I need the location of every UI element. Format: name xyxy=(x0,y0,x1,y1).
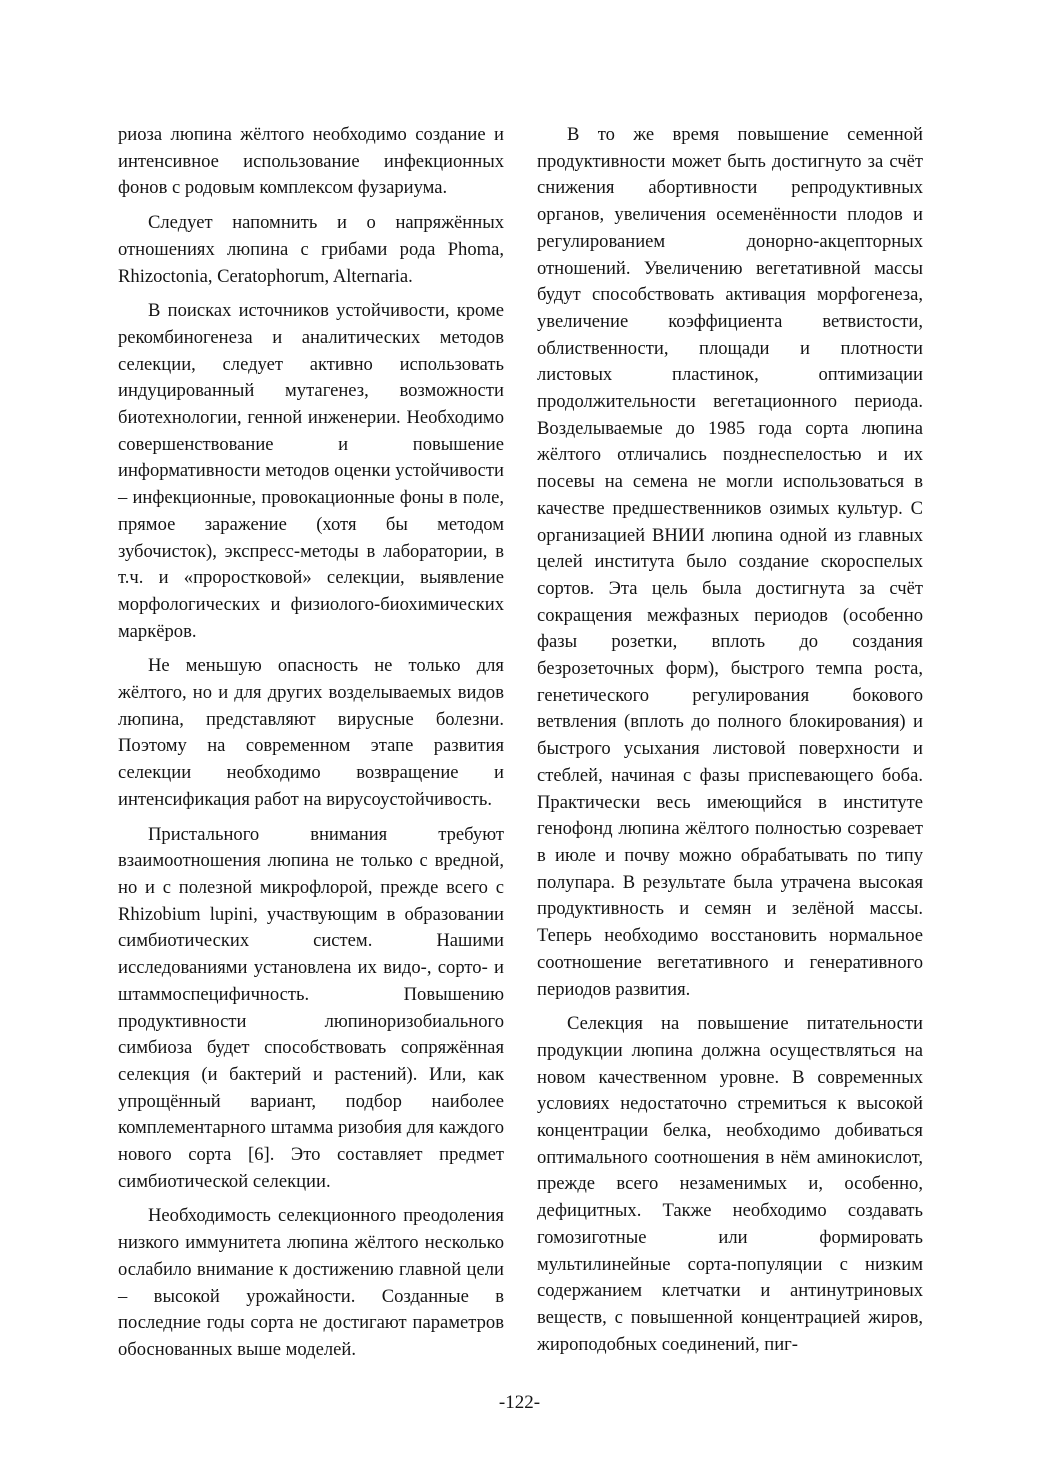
right-column xyxy=(537,122,923,1358)
page-number: -122- xyxy=(498,1392,541,1413)
paragraph: В то же время повышение семенной продуктивности может быть достигнуто за счёт снижения абортивности репродуктивных органов, увеличения осеменённости плодов и регулированием донорно-акцепторных отношений. Увеличению вегетативной массы будут способствовать активация морфогенеза, увеличение коэффициента ветвистости, облиственности, площади и плотности листовых пластинок, оптимизации продолжительности вегетационного периода. Возделываемые до 1985 года сорта люпина жёлтого отличались позднеспелостью и их посевы на семена не могли использоваться в качестве предшественников озимых культур. С организацией ВНИИ люпина одной из главных целей института было создание скороспелых сортов. Эта цель была достигнута за счёт сокращения межфазных периодов (особенно фазы розетки, вплоть до создания безрозеточных форм), быстрого темпа роста, генетического регулирования бокового ветвления (вплоть до полного блокирования) и быстрого усыхания листовой поверхности и стеблей, начиная с фазы приспевающего боба. Практически весь имеющийся в институте генофонд люпина жёлтого полностью созревает в июле и почву можно обрабатывать по типу полупара. В результате была утрачена высокая продуктивность и семян и зелёной массы. Теперь необходимо восстановить нормальное соотношение вегетативного и генеративного периодов развития. xyxy=(537,124,923,1000)
paragraph: В поисках источников устойчивости, кроме рекомбиногенеза и аналитических методов селекции, следует активно использовать индуцированный мутагенез, возможности биотехнологии, генной инженерии. Необходимо совершенствование и повышение информативности методов оценки устойчивости – инфекционные, провокационные фоны в поле, прямое заражение (хотя бы методом зубочисток), экспресс-методы в лаборатории, в т.ч. и «проростковой» селекции, выявление морфологических и физиолого-биохимических маркёров. xyxy=(118,300,504,642)
paragraph: Следует напомнить и о напряжённых отношениях люпина с грибами рода Phoma, Rhizoctonia, Ceratophorum, Alternaria. xyxy=(118,212,504,287)
paragraph: риоза люпина жёлтого необходимо создание и интенсивное использование инфекционных фонов с родовым комплексом фузариума. xyxy=(118,124,504,199)
left-column xyxy=(118,122,504,1364)
paragraph: Селекция на повышение питательности продукции люпина должна осуществляться на новом качественном уровне. В современных условиях недостаточно стремиться к высокой концентрации белка, необходимо добиваться оптимального соотношения в нём аминокислот, прежде всего незаменимых и, особенно, дефицитных. Также необходимо создавать гомозиготные или формировать мультилинейные сорта-популяции с низким содержанием клетчатки и антинутриновых веществ, с повышенной концентрацией жиров, жироподобных соединений, пиг- xyxy=(537,1013,923,1355)
paragraph: Пристального внимания требуют взаимоотношения люпина не только с вредной, но и с полезной микрофлорой, прежде всего с Rhizobium lupini, участвующим в образовании симбиотических систем. Нашими исследованиями установлена их видо-, сорто- и штаммоспецифичность. Повышению продуктивности люпиноризобиального симбиоза будет способствовать сопряжённая селекция (и бактерий и растений). Или, как упрощённый вариант, подбор наиболее комплементарного штамма ризобия для каждого нового сорта [6]. Это составляет предмет симбиотической селекции. xyxy=(118,823,504,1192)
paragraph: Необходимость селекционного преодоления низкого иммунитета люпина жёлтого несколько ослабило внимание к достижению главной цели – высокой урожайности. Созданные в последние годы сорта не достигают параметров обоснованных выше моделей. xyxy=(118,1205,504,1360)
paragraph: Не меньшую опасность не только для жёлтого, но и для других возделываемых видов люпина, представляют вирусные болезни. Поэтому на современном этапе развития селекции необходимо возвращение и интенсификация работ на вирусоустойчивость. xyxy=(118,655,504,810)
